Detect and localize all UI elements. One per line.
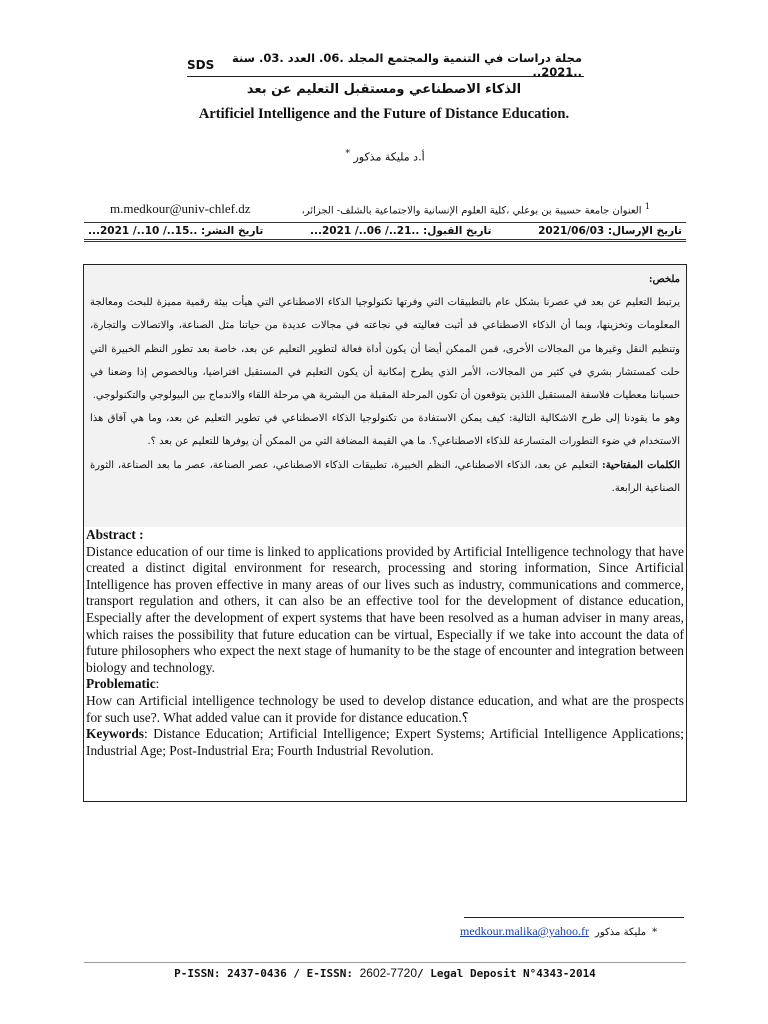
footnote (460, 924, 686, 939)
footnote-mark: * (652, 927, 658, 938)
e-issn-number: 2602-7720 (359, 966, 417, 980)
footnote-divider (464, 917, 684, 918)
affiliation-address: العنوان جامعة حسيبة بن بوعلي ،كلية العلوم الإنسانية والاجتماعية بالشلف- الجزائر، (301, 205, 642, 217)
arabic-keywords-text: التعليم عن بعد، الذكاء الاصطناعي، النظم الخبيرة، تطبيقات الذكاء الاصطناعي، عصر الصناعة، عصر ما بعد الصناعة، الثورة الصناعية الرابعة. (90, 459, 680, 494)
arabic-keywords (90, 454, 680, 500)
problematic-colon: : (155, 676, 160, 692)
journal-abbrev: SDS (187, 58, 215, 72)
issn-footer (84, 966, 686, 980)
arabic-title: الذكاء الاصطناعي ومستقبل التعليم عن بعد (246, 82, 522, 97)
english-title: Artificiel Intelligence and the Future of Distance Education. (198, 106, 570, 122)
date-accepted: تاريخ القبول: ..21../ 06../ 2021... (310, 225, 492, 237)
arabic-abstract (84, 265, 686, 527)
english-abstract-body: Distance education of our time is linked to applications provided by Artificial Intelligence technology that have created a distinct digital environment for research, processing and storing information, Since Artificial Intelligence has proven effective in many areas of our lives such as industry, communications and commerce, transport regulation and others, it can also be an effective tool for the development of distance education, Especially after the development of expert systems that have been resolved as a human adviser in many areas, which raises the possibility that future education can be virtual, Especially if we take into account the data of future philosophers who expect the next stage of humanity to be the stage of encounter and integration between biology and technology. (86, 543, 684, 675)
arabic-abstract-paragraph-1: يرتبط التعليم عن بعد في عصرنا بشكل عام بالتطبيقات التي وفرتها تكنولوجيا الذكاء الاصطناعي التي هيأت بيئة رقمية مميزة للبحث ومعالجة المعلومات وتخزينها، وبما أن الذكاء الاصطناعي قد أثبت فعاليته في نجاعته في مجالات عديدة من حياتنا مثل الصناعة، والاتصالات والتجارة، وتنظيم النقل وغيرها من المجالات الأخرى، فمن الممكن أيضا أن يكون أداة فعالة لتطوير التعليم عن بعد، خاصة بعد تطور النظم الخبيرة التي حلت كمستشار بشري في كثير من المجالات، الأمر الذي يطرح إمكانية أن يكون التعليم في المستقبل افتراضيا، وبالخصوص إذا وضعنا في حسباننا معطيات فلاسفة المستقبل اللذين يتوقعون أن تكون المرحلة المقبلة من البشرية هي مرحلة اللقاء والاندماج بين البيولوجي والتكنولوجي. (90, 297, 680, 402)
journal-info: مجلة دراسات في التنمية والمجتمع المجلد .06. العدد .03. سنة ..2021.. (231, 51, 582, 79)
legal-deposit: / Legal Deposit N°4343-2014 (417, 967, 596, 980)
english-keywords (86, 726, 684, 759)
footnote-email[interactable]: medkour.malika@yahoo.fr (460, 924, 590, 938)
author-email[interactable]: m.medkour@univ-chlef.dz (110, 201, 251, 217)
english-abstract-label: Abstract : (86, 527, 144, 542)
date-sent: تاريخ الإرسال: 2021/06/03 (538, 225, 682, 237)
author-name: أ.د مليكة مذكور (353, 150, 425, 164)
affiliation-line (110, 201, 650, 217)
journal-header (187, 51, 582, 79)
footer-divider (84, 962, 686, 963)
english-abstract (84, 527, 686, 759)
affiliation-sup: 1 (644, 201, 650, 211)
english-keywords-text: : Distance Education; Artificial Intelligence; Expert Systems; Artificial Intelligence Applications; Industrial Age; Post-Industrial Era; Fourth Industrial Revolution. (86, 726, 684, 758)
date-published: تاريخ النشر: ..15../ 10../ 2021... (88, 225, 264, 237)
p-issn: P-ISSN: 2437-0436 / E-ISSN: (174, 967, 360, 980)
problematic-text: How can Artificial intelligence technology be used to develop distance education, and what are the prospects for such use?. What added value can it provide for distance education.؟ (86, 692, 684, 725)
arabic-abstract-paragraph-2: وهو ما يقودنا إلى طرح الاشكالية التالية: كيف يمكن الاستفادة من تكنولوجيا الذكاء الاصطناعي في تطوير التعليم عن بعد، وما هي آفاق هذا الاستخدام في ضوء التطورات المتسارعة للذكاء الاصطناعي؟. ما هي القيمة المضافة التي من الممكن أن يوفرها للتعليم عن بعد ؟. (90, 413, 680, 448)
header-divider (187, 76, 584, 77)
english-keywords-label: Keywords (86, 726, 145, 742)
arabic-abstract-label: ملخص: (648, 274, 680, 285)
dates-bar (84, 222, 686, 242)
problematic-label: Problematic (86, 676, 156, 692)
affiliation-text (302, 201, 651, 216)
author-line (300, 148, 470, 164)
arabic-keywords-label: الكلمات المفتاحية: (602, 459, 680, 471)
author-footnote-mark: * (345, 148, 350, 159)
problematic-heading (86, 676, 684, 693)
footnote-author: مليكة مذكور (595, 927, 647, 938)
